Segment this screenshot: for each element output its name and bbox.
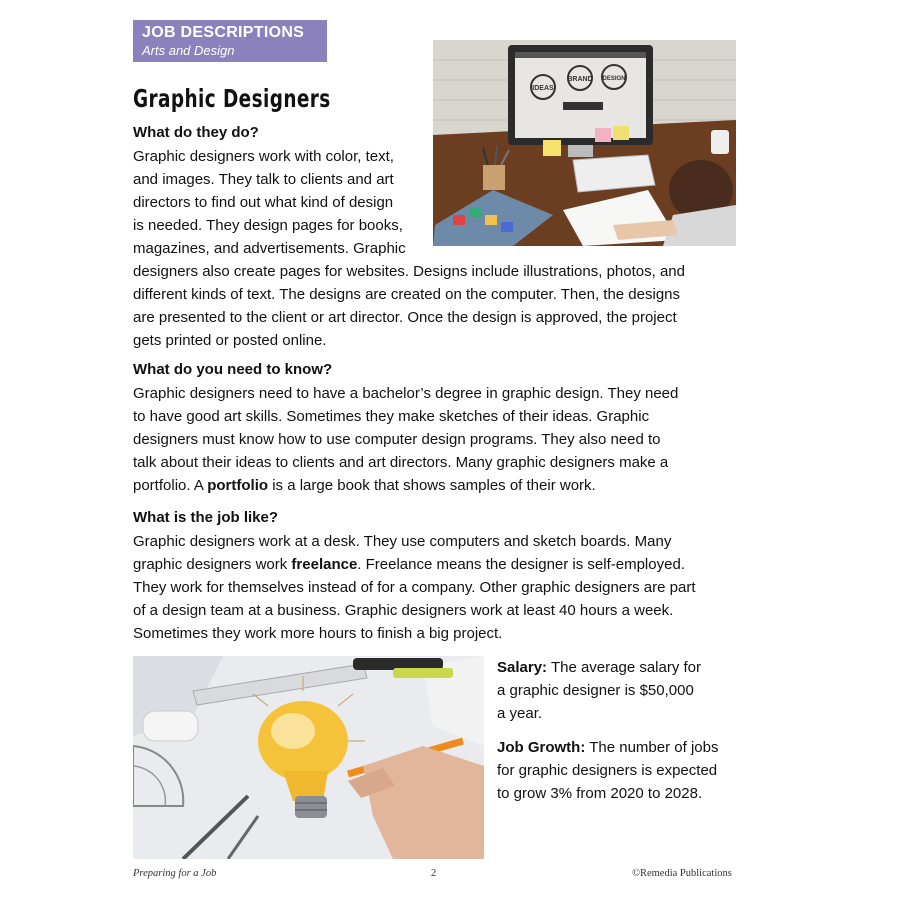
text-line: magazines, and advertisements. Graphic bbox=[133, 240, 406, 257]
text-line bbox=[133, 553, 696, 576]
section-body-what-do-they-do bbox=[133, 145, 685, 352]
text-line: a graphic designer is $50,000 bbox=[497, 682, 694, 699]
text-line: gets printed or posted online. bbox=[133, 332, 327, 349]
text-line: different kinds of text. The designs are created on the computer. Then, the designs bbox=[133, 286, 681, 303]
text-line: talk about their ideas to clients and art directors. Many graphic designers make a bbox=[133, 454, 669, 471]
text-line bbox=[133, 474, 678, 497]
text-line: Graphic designers work at a desk. They use computers and sketch boards. Many bbox=[133, 533, 672, 550]
text-line: designers must know how to use computer design programs. They also need to bbox=[133, 431, 661, 448]
lightbulb-sketch-photo bbox=[133, 656, 484, 859]
text-fragment: The average salary for bbox=[547, 659, 702, 676]
text-line: to have good art skills. Sometimes they make sketches of their ideas. Graphic bbox=[133, 408, 650, 425]
text-line: Sometimes they work more hours to finish a big project. bbox=[133, 625, 503, 642]
text-fragment: is a large book that shows samples of their work. bbox=[268, 477, 596, 494]
text-line: of a design team at a business. Graphic designers work at least 40 hours a week. bbox=[133, 602, 674, 619]
text-line bbox=[497, 736, 718, 759]
section-heading-what-do-they-do: What do they do? bbox=[133, 124, 259, 141]
text-line: designers also create pages for websites. Designs include illustrations, photos, and bbox=[133, 263, 685, 280]
text-line: and images. They talk to clients and art bbox=[133, 171, 394, 188]
text-fragment: graphic designers work bbox=[133, 556, 292, 573]
text-line: Graphic designers need to have a bachelor’s degree in graphic design. They need bbox=[133, 385, 679, 402]
text-line: They work for themselves instead of for a company. Other graphic designers are part bbox=[133, 579, 696, 596]
footer-page-number: 2 bbox=[431, 868, 437, 879]
text-fragment: The number of jobs bbox=[585, 739, 719, 756]
section-body-what-do-you-need bbox=[133, 382, 678, 497]
header-category: JOB DESCRIPTIONS bbox=[142, 24, 305, 41]
text-line: a year. bbox=[497, 705, 543, 722]
section-header-box bbox=[133, 20, 327, 62]
section-body-job-like bbox=[133, 530, 696, 645]
salary-label: Salary: bbox=[497, 659, 548, 676]
text-line: for graphic designers is expected bbox=[497, 762, 718, 779]
text-line: to grow 3% from 2020 to 2028. bbox=[497, 785, 703, 802]
text-line: are presented to the client or art director. Once the design is approved, the project bbox=[133, 309, 677, 326]
term-portfolio: portfolio bbox=[207, 477, 269, 494]
text-fragment: portfolio. A bbox=[133, 477, 208, 494]
text-line: is needed. They design pages for books, bbox=[133, 217, 403, 234]
term-freelance: freelance bbox=[291, 556, 358, 573]
footer-book-title: Preparing for a Job bbox=[133, 868, 217, 879]
logo-text-brand: BRAND bbox=[567, 76, 593, 83]
logo-text-ideas: IDEAS bbox=[532, 85, 554, 92]
text-fragment: . Freelance means the designer is self-employed. bbox=[357, 556, 685, 573]
header-subcategory: Arts and Design bbox=[142, 43, 235, 58]
text-line: directors to find out what kind of design bbox=[133, 194, 394, 211]
text-line bbox=[497, 656, 701, 679]
job-growth-block bbox=[497, 736, 718, 805]
footer-copyright: ©Remedia Publications bbox=[632, 868, 732, 879]
logo-text-design: DESIGN bbox=[602, 76, 626, 82]
section-heading-job-like: What is the job like? bbox=[133, 509, 279, 526]
section-heading-what-do-you-need: What do you need to know? bbox=[133, 361, 333, 378]
text-line: Graphic designers work with color, text, bbox=[133, 148, 394, 165]
salary-block bbox=[497, 656, 701, 725]
page-title: Graphic Designers bbox=[133, 84, 331, 113]
job-growth-label: Job Growth: bbox=[497, 739, 586, 756]
